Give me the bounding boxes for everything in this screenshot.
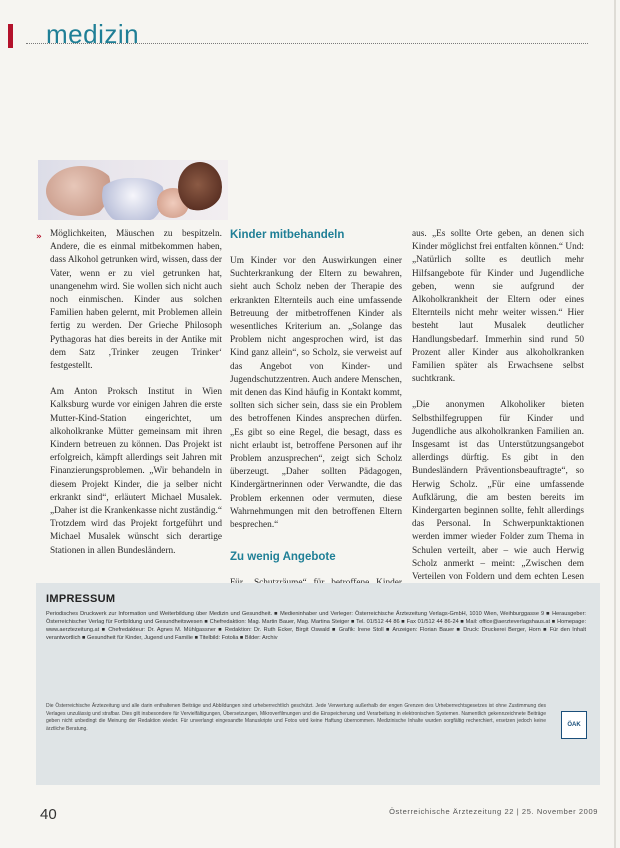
page-edge-shadow [614, 0, 616, 848]
page-number: 40 [40, 806, 57, 823]
article-column-2 [230, 228, 402, 604]
section-marker-bar [8, 24, 13, 48]
article-photo [38, 160, 228, 220]
column3-paragraph-2 [412, 399, 584, 598]
impressum-body: Periodisches Druckwerk zur Information und Weiterbildung über Medizin und Gesundheit. ■ Medieninhaber und Verleger: Österreichische Ärztezeitung Verlags-GmbH, 1010 Wien, Weihburggasse 9 ■ Herausgeber: Österreichischer Verlag für Fortbildung und Gesundheitswesen ■ Chefredaktion: Mag. Martin Bauer, Mag. Martina Steiger ■ Tel. 01/512 44 86 ■ Fax 01/512 44 86-24 ■ Mail: office@aerzteverlagshaus.at ■ Homepage: www.aerztezeitung.at ■ Chefredakteur: Dr. Agnes M. Mühlgassner ■ Redaktion: Dr. Ruth Ecker, Birgit Oswald ■ Grafik: Irene Stoll ■ Anzeigen: Florian Bauer ■ Druck: Druckerei Berger, Horn ■ Für den Inhalt verantwortlich ■ Gesundheit für Kinder, Jugend und Familie ■ Titelbild: Fotolia ■ Bilder: Archiv [46, 611, 586, 642]
impressum-box [36, 583, 600, 785]
continuation-arrows-icon: » [36, 232, 42, 242]
article-column-1 [50, 228, 222, 558]
column3-paragraph-1: aus. „Es sollte Orte geben, an denen sich Kinder möglichst frei entfalten können.“ Und: „Natürlich sollte es deutlich mehr Hilfsangebote für Kinder und Jugendliche geben, wenn sie aufgrund der Alkoholkrankheit der Eltern oder eines Elternteils nicht mehr weiter wissen.“ Hier besteht laut Musalek deutlicher Handlungsbedarf. Immerhin sind rund 50 Prozent aller Kinder aus alkoholkranken Familien später als Erwachsene selbst suchtkrank. [412, 229, 584, 385]
column1-paragraph-2: Am Anton Proksch Institut in Wien Kalksburg wurde vor einigen Jahren die erste Mutter-Kind-Station eingerichtet, um alkoholkranke Mütter gemeinsam mit ihren Kindern betreuen zu können. Das Projekt ist erfolgreich, kämpft allerdings seit Jahren mit Finanzierungsproblemen. „Wir behandeln in diesem Projekt Kinder, die ja selber nicht erkrankt sind“, erläutert Michael Musalek. „Daher ist die Krankenkasse nicht zuständig.“ Trotzdem wird das Projekt fortgeführt und Michael Musalek wünscht sich derartige Stationen in allen Bundesländern. [50, 387, 222, 556]
column1-paragraph-1: Möglichkeiten, Mäuschen zu bespitzeln. Andere, die es einmal mitbekommen haben, dass Alkohol getrunken wird, wissen, dass der Vater, wenn er zu viel getrunken hat, unangenehm wird. Sie wollen sich nicht auch noch einmischen. Kinder aus solchen Familien haben gelernt, mit Problemen allein fertig zu werden. Der Grieche Philosoph Pythagoras hat dies bereits in der Antike mit dem Satz ‚Trinker zeugen Trinker‘ festgestellt. [50, 229, 222, 372]
column2-paragraph-1: Um Kinder vor den Auswirkungen einer Suchterkrankung der Eltern zu bewahren, sieht auch Scholz neben der Therapie des erkrankten Elternteils auch eine umfassende Betreuung der mitbetroffenen Kinder als wesentliches Kriterium an. „Solange das Problem nicht angesprochen wird, ist das Kind ganz allein“, so Scholz, sie verweist auf das Angebot von Kinder- und Jugendschutzzentren. Auch andere Menschen, mit denen das Kind häufig in Kontakt kommt, sollten sich sicher sein, dass sie ein Problem des betroffenen Kindes ansprechen dürfen. „Es gibt so eine Regel, die besagt, dass es nicht erlaubt ist, betroffene Personen auf ihr Problem anzusprechen“, zeigt sich Scholz überzeugt. „Daher sollten Pädagogen, Kindergärtnerinnen oder Verwandte, die das Problem erkennen oder vermuten, diese Wahrnehmungen mit den betroffenen Eltern besprechen.“ [230, 256, 402, 531]
article-column-3 [412, 228, 584, 598]
impressum-legal-text: Die Österreichische Ärztezeitung und alle darin enthaltenen Beiträge und Abbildungen sind urheberrechtlich geschützt. Jede Verwertung außerhalb der engen Grenzen des Urheberrechtsgesetzes ist ohne Zustimmung des Verlages unzulässig und strafbar. Dies gilt insbesondere für Vervielfältigungen, Übersetzungen, Mikroverfilmungen und die Einspeicherung und Verarbeitung in elektronischen Systemen. Namentlich gekennzeichnete Beiträge geben nicht unbedingt die Meinung der Redaktion wieder. Für unverlangt eingesandte Manuskripte und Fotos wird keine Haftung übernommen. Medizinische Inhalte wurden sorgfältig recherchiert, ersetzen jedoch keine ärztliche Beratung. [46, 703, 546, 732]
subheading-kinder-mitbehandeln: Kinder mitbehandeln [230, 229, 345, 241]
oak-logo: ÖAK [561, 711, 587, 739]
photo-hair [178, 162, 222, 212]
header-divider [26, 43, 588, 44]
subheading-zu-wenig-angebote: Zu wenig Angebote [230, 551, 336, 564]
section-title: medizin [46, 19, 140, 49]
impressum-title: IMPRESSUM [46, 593, 116, 605]
column3-paragraph-2-text: „Die anonymen Alkoholiker bieten Selbsthilfegruppen für Kinder und Jugendliche aus alkoholkranken Familien an. Insgesamt ist das Unterstützungsangebot allerdings dürftig. Es gibt in den Bundesländern Präventionsbeauftragte“, so Herwig Scholz. „Für eine umfassende Aufklärung, die am besten bereits im Kindergarten beginnen sollte, fehlt allerdings das Personal. In Schwerpunktaktionen werden immer wieder Folder zum Thema in Schulen verteilt, aber – wie auch Herwig Scholz anmerkt – meint: „Zwischen dem Verteilen von Foldern und dem echten Lesen [412, 400, 584, 583]
publication-footer: Österreichische Ärztezeitung 22 | 25. November 2009 [389, 807, 598, 816]
